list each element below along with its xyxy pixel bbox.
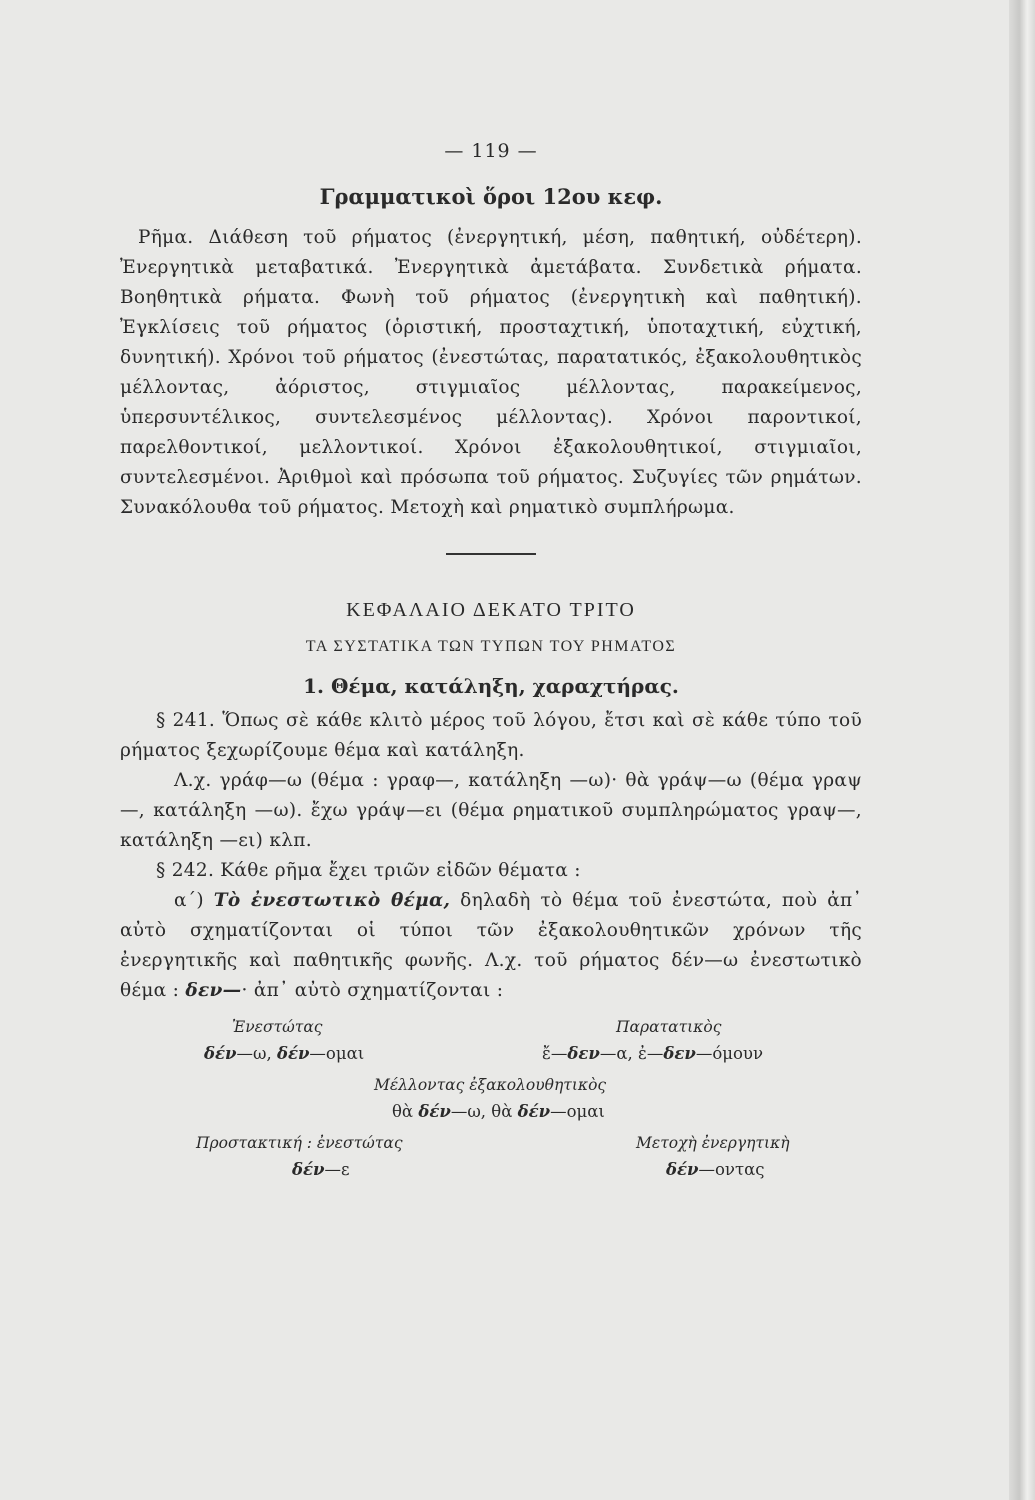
- future-prefix-2: θὰ: [491, 1102, 513, 1121]
- participle-label: Μετοχὴ ἐνεργητικὴ: [636, 1134, 790, 1152]
- present-stem-2: δέν: [276, 1044, 310, 1063]
- imperative-stem: δέν: [292, 1160, 325, 1179]
- conjugation-forms: [120, 1010, 862, 1182]
- paragraph-a-label: α΄): [174, 890, 204, 911]
- present-stem-1: δέν: [204, 1044, 237, 1063]
- imperfect-stem-1: δεν: [567, 1044, 600, 1063]
- imperfect-prefix-2: ἐ—: [637, 1044, 664, 1063]
- page-content: [120, 140, 862, 1182]
- page-number: — 119 —: [444, 140, 538, 162]
- participle-forms: [666, 1160, 764, 1179]
- terms-paragraph: Ρῆμα. Διάθεση τοῦ ρήματος (ἐνεργητική, μέση, παθητική, οὐδέτερη). Ἐνεργητικὰ μεταβατικά. Ἐνεργητικὰ ἀμετάβατα. Συνδετικὰ ρήματα. Βοηθητικὰ ρήματα. Φωνὴ τοῦ ρήματος (ἐνεργητικὴ καὶ παθητική). Ἐγκλίσεις τοῦ ρήματος (ὁριστική, προσταχτική, ὑποταχτική, εὐχτική, δυνητική). Χρόνοι τοῦ ρήματος (ἐνεστώτας, παρατατικός, ἐξακολουθητικὸς μέλλοντας, ἀόριστος, στιγμιαῖος μέλλοντας, παρακείμενος, ὑπερσυντέλικος, συντελεσμένος μέλλοντας). Χρόνοι παροντικοί, παρελθοντικοί, μελλοντικοί. Χρόνοι ἐξακολουθητικοί, στιγμιαῖοι, συντελεσμένοι. Ἀριθμοὶ καὶ πρόσωπα τοῦ ρήματος. Συζυγίες τῶν ρημάτων. Συνακόλουθα τοῦ ρήματος. Μετοχὴ καὶ ρηματικὸ συμπλήρωμα.: [120, 227, 862, 518]
- chapter-subtitle: ΤΑ ΣΥΣΤΑΤΙΚΑ ΤΩΝ ΤΥΠΩΝ ΤΟΥ ΡΗΜΑΤΟΣ: [305, 638, 677, 655]
- chapter-title: ΚΕΦΑΛΑΙΟ ΔΕΚΑΤΟ ΤΡΙΤΟ: [346, 599, 636, 621]
- paragraph-a-term: Τὸ ἐνεστωτικὸ θέμα,: [213, 890, 451, 911]
- participle-ending: —οντας: [698, 1160, 765, 1179]
- imperfect-ending-1: —α,: [599, 1044, 633, 1063]
- paragraph-example: Λ.χ. γράφ—ω (θέμα : γραφ—, κατάληξη —ω)· θὰ γράψ—ω (θέμα γραψ—, κατάληξη —ω). ἔχω γράψ—ει (θέμα ρηματικοῦ συμπληρώματος γραψ—, κατάληξη —ει) κλπ.: [120, 770, 862, 851]
- imperative-label: Προστακτική : ἐνεστώτας: [196, 1134, 403, 1152]
- present-ending-1: —ω,: [236, 1044, 272, 1063]
- separator-rule: [446, 553, 536, 555]
- page-edge: [1009, 0, 1035, 1500]
- subsection-title: 1. Θέμα, κατάληξη, χαραχτήρας.: [303, 674, 679, 698]
- imperative-ending: —ε: [324, 1160, 350, 1179]
- paragraph-a-text: δηλαδὴ τὸ θέμα τοῦ ἐνεστώτα, ποὺ ἀπ᾿ αὐτὸ σχηματίζονται οἱ τύποι τῶν ἐξακολουθητικῶν χρόνων τῆς ἐνεργητικῆς καὶ παθητικῆς φωνῆς. Λ.χ. τοῦ ρήματος δέν—ω ἐνεστωτικὸ θέμα :: [120, 890, 862, 1001]
- imperfect-forms: [542, 1044, 763, 1063]
- future-prefix-1: θὰ: [392, 1102, 414, 1121]
- paragraph-a-stem: δεν—: [185, 980, 242, 1001]
- future-ending-2: —ομαι: [550, 1102, 605, 1121]
- imperfect-prefix-1: ἔ—: [542, 1044, 568, 1063]
- future-ending-1: —ω,: [450, 1102, 487, 1121]
- imperfect-ending-2: —όμουν: [695, 1044, 763, 1063]
- paragraph-a-text-end: · ἀπ᾿ αὐτὸ σχηματίζονται :: [241, 980, 504, 1001]
- participle-stem: δέν: [666, 1160, 699, 1179]
- present-ending-2: —ομαι: [309, 1044, 365, 1063]
- present-forms: [204, 1044, 364, 1063]
- future-forms: [392, 1102, 605, 1121]
- paragraph-242: § 242. Κάθε ρῆμα ἔχει τριῶν εἰδῶν θέματα :: [156, 860, 581, 881]
- paragraph-a: [120, 886, 862, 1006]
- section-title: Γραμματικοὶ ὅροι 12ου κεφ.: [319, 184, 663, 209]
- imperative-forms: [292, 1160, 350, 1179]
- future-label: Μέλλοντας ἐξακολουθητικὸς: [374, 1076, 607, 1094]
- imperfect-stem-2: δεν: [663, 1044, 696, 1063]
- paragraph-241: § 241. Ὅπως σὲ κάθε κλιτὸ μέρος τοῦ λόγου, ἔτσι καὶ σὲ κάθε τύπο τοῦ ρήματος ξεχωρίζουμε θέμα καὶ κατάληξη.: [120, 710, 862, 761]
- imperfect-label: Παρατατικὸς: [616, 1018, 722, 1036]
- present-label: Ἐνεστώτας: [232, 1018, 323, 1036]
- future-stem-1: δέν: [418, 1102, 451, 1121]
- future-stem-2: δέν: [517, 1102, 551, 1121]
